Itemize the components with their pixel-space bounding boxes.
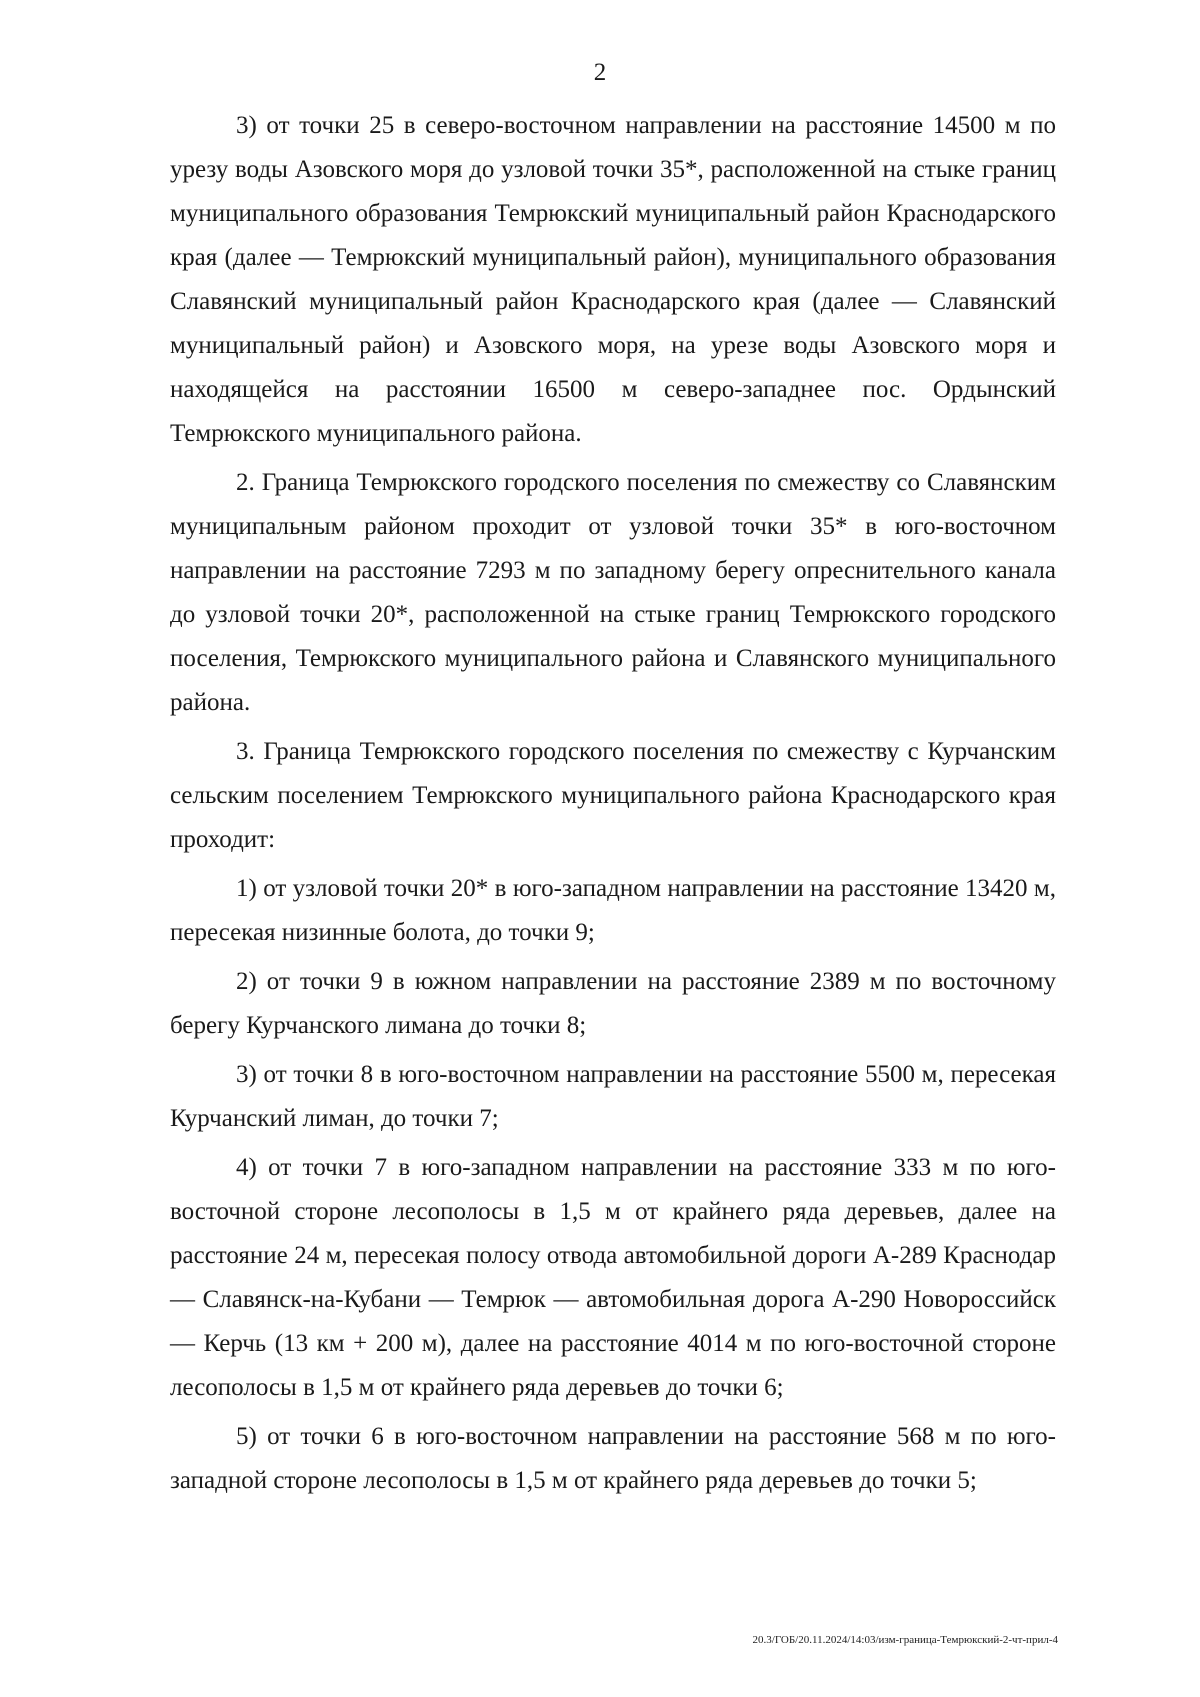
paragraph-item-3: 3) от точки 8 в юго-восточном направлении на расстояние 5500 м, пересекая Курчанский лиман, до точки 7; (170, 1061, 1056, 1132)
paragraph-point-3-azov-sea: 3) от точки 25 в северо-восточном направлении на расстояние 14500 м по урезу воды Азовского моря до узловой точки 35*, расположенной на стыке границ муниципального образования Темрюкский муниципальный район Краснодарского края (далее — Темрюкский муниципальный район), муниципального образования Славянский муниципальный район Краснодарского края (далее — Славянский муниципальный район) и Азовского моря, на урезе воды Азовского моря и находящейся на расстоянии 16500 м северо-западнее пос. Ордынский Темрюкского муниципального района. (170, 112, 1056, 447)
paragraph-item-4: 4) от точки 7 в юго-западном направлении на расстояние 333 м по юго-восточной стороне лесополосы в 1,5 м от крайнего ряда деревьев, далее на расстояние 24 м, пересекая полосу отвода автомобильной дороги А-289 Краснодар — Славянск-на-Кубани — Темрюк — автомобильная дорога А-290 Новороссийск — Керчь (13 км + 200 м), далее на расстояние 4014 м по юго-восточной стороне лесополосы в 1,5 м от крайнего ряда деревьев до точки 6; (170, 1154, 1056, 1401)
paragraph-item-1: 1) от узловой точки 20* в юго-западном направлении на расстояние 13420 м, пересекая низинные болота, до точки 9; (170, 875, 1056, 946)
document-body (170, 104, 1056, 1503)
paragraph-section-3-kurchanskoe-border: 3. Граница Темрюкского городского поселения по смежеству с Курчанским сельским поселением Темрюкского муниципального района Краснодарского края проходит: (170, 738, 1056, 853)
page-number: 2 (593, 59, 607, 86)
paragraph-item-2: 2) от точки 9 в южном направлении на расстояние 2389 м по восточному берегу Курчанского лимана до точки 8; (170, 968, 1056, 1039)
paragraph-section-2-slavyansky-border: 2. Граница Темрюкского городского поселения по смежеству со Славянским муниципальным районом проходит от узловой точки 35* в юго-восточном направлении на расстояние 7293 м по западному берегу опреснительного канала до узловой точки 20*, расположенной на стыке границ Темрюкского городского поселения, Темрюкского муниципального района и Славянского муниципального района. (170, 469, 1056, 716)
paragraph-item-5: 5) от точки 6 в юго-восточном направлении на расстояние 568 м по юго-западной стороне лесополосы в 1,5 м от крайнего ряда деревьев до точки 5; (170, 1423, 1056, 1494)
document-footer-code: 20.3/ГОБ/20.11.2024/14:03/изм-граница-Темрюкский-2-чт-прил-4 (752, 1634, 1058, 1646)
